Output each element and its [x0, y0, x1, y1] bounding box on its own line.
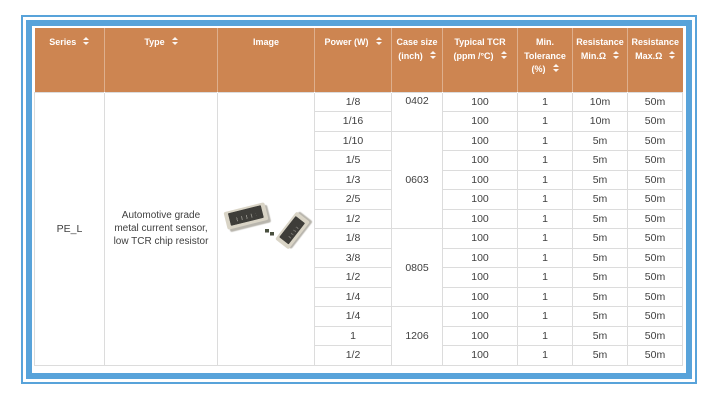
- case-size-cell: 0805: [392, 229, 443, 307]
- column-header-resistance_min[interactable]: [573, 28, 628, 92]
- sort-icon[interactable]: [501, 51, 507, 59]
- column-header-case_size[interactable]: [392, 28, 443, 92]
- mini-chip: [265, 229, 269, 232]
- power-cell: 1/16: [315, 112, 392, 132]
- case-size-cell: 0402: [392, 92, 443, 131]
- resistance-max-cell: 50m: [628, 326, 683, 346]
- typical-tcr-cell: 100: [443, 151, 518, 171]
- typical-tcr-cell: 100: [443, 307, 518, 327]
- resistance-min-cell: 5m: [573, 307, 628, 327]
- resistance-max-cell: 50m: [628, 190, 683, 210]
- typical-tcr-cell: 100: [443, 346, 518, 366]
- power-cell: 1/3: [315, 170, 392, 190]
- power-cell: 1/4: [315, 307, 392, 327]
- type-cell: Automotive grade metal current sensor, low TCR chip resistor: [105, 92, 218, 365]
- typical-tcr-cell: 100: [443, 268, 518, 288]
- resistance-max-cell: 50m: [628, 92, 683, 112]
- typical-tcr-cell: 100: [443, 170, 518, 190]
- resistance-min-cell: 5m: [573, 229, 628, 249]
- table-row: [35, 92, 683, 112]
- resistance-max-cell: 50m: [628, 229, 683, 249]
- sort-icon[interactable]: [613, 51, 619, 59]
- image-cell: [218, 92, 315, 365]
- power-cell: 1/8: [315, 92, 392, 112]
- min-tolerance-cell: 1: [518, 287, 573, 307]
- column-header-label: Image: [252, 37, 279, 47]
- chip-resistor-front: [223, 202, 268, 230]
- power-cell: 1/2: [315, 209, 392, 229]
- column-header-type[interactable]: [105, 28, 218, 92]
- column-header-label: Typical TCR (ppm /°C): [453, 37, 506, 61]
- typical-tcr-cell: 100: [443, 131, 518, 151]
- typical-tcr-cell: 100: [443, 229, 518, 249]
- typical-tcr-cell: 100: [443, 112, 518, 132]
- column-header-resistance_max[interactable]: [628, 28, 683, 92]
- resistance-max-cell: 50m: [628, 170, 683, 190]
- resistance-min-cell: 10m: [573, 92, 628, 112]
- resistance-min-cell: 5m: [573, 326, 628, 346]
- min-tolerance-cell: 1: [518, 151, 573, 171]
- power-cell: 2/5: [315, 190, 392, 210]
- column-header-label: Case size (inch): [396, 37, 438, 61]
- power-cell: 1/2: [315, 268, 392, 288]
- min-tolerance-cell: 1: [518, 326, 573, 346]
- min-tolerance-cell: 1: [518, 131, 573, 151]
- table-header-row: [35, 28, 683, 92]
- resistance-min-cell: 5m: [573, 151, 628, 171]
- power-cell: 1/10: [315, 131, 392, 151]
- min-tolerance-cell: 1: [518, 190, 573, 210]
- resistance-max-cell: 50m: [628, 131, 683, 151]
- typical-tcr-cell: 100: [443, 326, 518, 346]
- min-tolerance-cell: 1: [518, 92, 573, 112]
- column-header-label: Resistance Max.Ω: [631, 37, 680, 61]
- resistance-max-cell: 50m: [628, 248, 683, 268]
- table-frame: [21, 15, 697, 384]
- column-header-min_tolerance[interactable]: [518, 28, 573, 92]
- resistance-max-cell: 50m: [628, 287, 683, 307]
- resistance-min-cell: 5m: [573, 248, 628, 268]
- column-header-label: Type: [144, 37, 165, 47]
- column-header-image: [218, 28, 315, 92]
- min-tolerance-cell: 1: [518, 307, 573, 327]
- power-cell: 1/8: [315, 229, 392, 249]
- table-frame-inner: [26, 20, 692, 379]
- resistance-min-cell: 5m: [573, 346, 628, 366]
- min-tolerance-cell: 1: [518, 170, 573, 190]
- column-header-label: Min. Tolerance (%): [524, 37, 566, 74]
- sort-icon[interactable]: [430, 51, 436, 59]
- chip-resistor-back: [275, 211, 310, 249]
- resistance-max-cell: 50m: [628, 307, 683, 327]
- sort-icon[interactable]: [172, 37, 178, 45]
- resistance-min-cell: 10m: [573, 112, 628, 132]
- resistor-spec-table: [34, 28, 683, 366]
- resistance-max-cell: 50m: [628, 346, 683, 366]
- resistance-max-cell: 50m: [628, 268, 683, 288]
- column-header-power[interactable]: [315, 28, 392, 92]
- series-cell: PE_L: [35, 92, 105, 365]
- sort-icon[interactable]: [376, 37, 382, 45]
- mini-chip: [270, 232, 274, 235]
- min-tolerance-cell: 1: [518, 229, 573, 249]
- resistance-max-cell: 50m: [628, 112, 683, 132]
- chip-resistor-photo: [222, 202, 310, 256]
- column-header-typical_tcr[interactable]: [443, 28, 518, 92]
- power-cell: 1/2: [315, 346, 392, 366]
- column-header-label: Series: [49, 37, 77, 47]
- power-cell: 3/8: [315, 248, 392, 268]
- min-tolerance-cell: 1: [518, 268, 573, 288]
- resistance-min-cell: 5m: [573, 190, 628, 210]
- resistance-min-cell: 5m: [573, 209, 628, 229]
- resistance-max-cell: 50m: [628, 209, 683, 229]
- typical-tcr-cell: 100: [443, 248, 518, 268]
- min-tolerance-cell: 1: [518, 112, 573, 132]
- resistance-min-cell: 5m: [573, 287, 628, 307]
- case-size-cell: 0603: [392, 131, 443, 229]
- power-cell: 1/5: [315, 151, 392, 171]
- column-header-label: Resistance Min.Ω: [576, 37, 624, 61]
- resistance-max-cell: 50m: [628, 151, 683, 171]
- min-tolerance-cell: 1: [518, 248, 573, 268]
- sort-icon[interactable]: [553, 64, 559, 72]
- min-tolerance-cell: 1: [518, 346, 573, 366]
- case-size-cell: 1206: [392, 307, 443, 366]
- column-header-label: Power (W): [324, 37, 369, 47]
- sort-icon[interactable]: [669, 51, 675, 59]
- typical-tcr-cell: 100: [443, 190, 518, 210]
- typical-tcr-cell: 100: [443, 287, 518, 307]
- typical-tcr-cell: 100: [443, 92, 518, 112]
- column-header-series[interactable]: [35, 28, 105, 92]
- min-tolerance-cell: 1: [518, 209, 573, 229]
- sort-icon[interactable]: [83, 37, 89, 45]
- power-cell: 1/4: [315, 287, 392, 307]
- resistance-min-cell: 5m: [573, 170, 628, 190]
- typical-tcr-cell: 100: [443, 209, 518, 229]
- resistance-min-cell: 5m: [573, 268, 628, 288]
- power-cell: 1: [315, 326, 392, 346]
- resistance-min-cell: 5m: [573, 131, 628, 151]
